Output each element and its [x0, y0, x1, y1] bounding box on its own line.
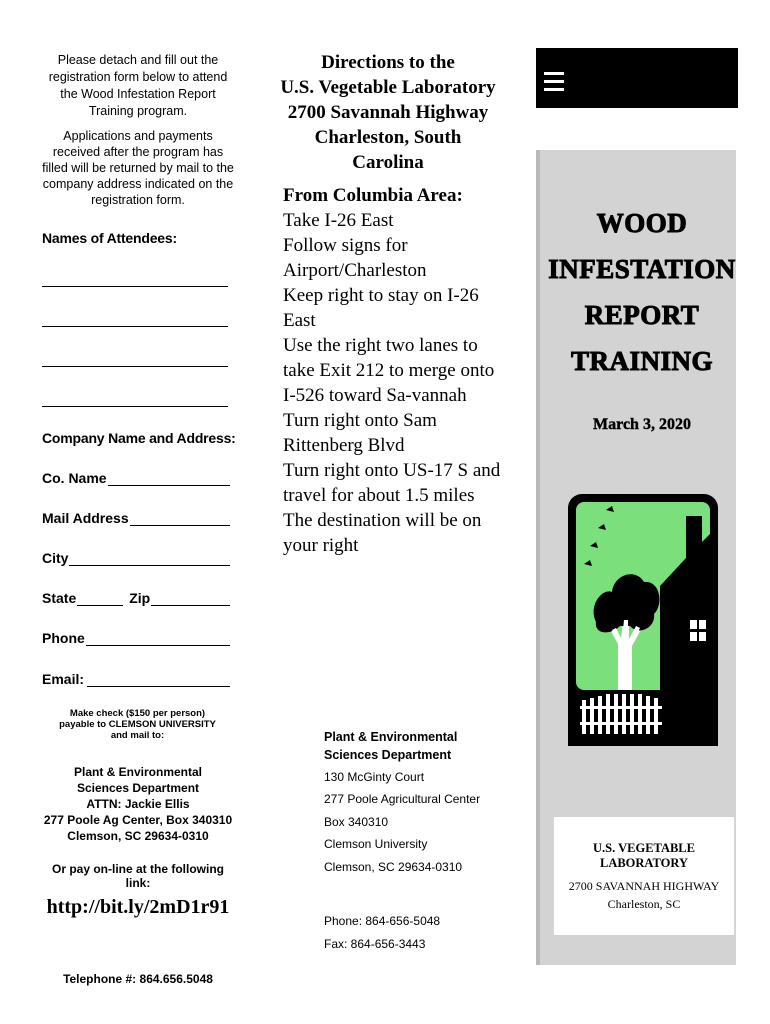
- direction-step: Turn right onto Sam Rittenberg Blvd: [283, 410, 437, 456]
- telephone-text: Telephone #: 864.656.5048: [63, 972, 213, 986]
- mail-address-field[interactable]: [42, 510, 230, 526]
- address-line: 130 McGinty Court: [324, 770, 425, 784]
- city-field[interactable]: [42, 550, 230, 566]
- mail-to-line: Sciences Department: [76, 781, 200, 795]
- cover-title-line: INFESTATION: [548, 254, 736, 284]
- co-name-field[interactable]: [42, 470, 230, 486]
- email-label: Email:: [42, 671, 85, 687]
- pay-online-label: Or pay on-line at the following link:: [51, 862, 224, 890]
- lab-info-box: [554, 817, 734, 935]
- house-tree-logo-icon: [568, 494, 718, 746]
- mail-to-line: Clemson, SC 29634-0310: [67, 829, 209, 843]
- address-line: Clemson, SC 29634-0310: [324, 859, 463, 874]
- direction-step: Use the right two lanes to take Exit 212 to merge onto I-526 toward Sa-vannah: [283, 335, 495, 406]
- direction-step: The destination will be on your right: [283, 510, 482, 556]
- address-line: Box 340310: [324, 814, 389, 829]
- city-label: City: [42, 550, 69, 566]
- state-label: State: [42, 590, 77, 606]
- header-black-bar: [536, 48, 738, 108]
- directions-title-line: 2700 Savannah Highway: [287, 102, 489, 123]
- lab-city: Charleston, SC: [607, 897, 681, 911]
- direction-step: Take I-26 East: [283, 210, 394, 231]
- phone-label: Phone: [42, 630, 85, 646]
- phone-field[interactable]: [42, 630, 230, 646]
- direction-step: Follow signs for Airport/Charleston: [283, 235, 427, 281]
- direction-step: Turn right onto US-17 S and travel for about 1.5 miles: [283, 460, 501, 506]
- check-note-mail: and mail to:: [110, 730, 165, 741]
- payment-link[interactable]: http://bit.ly/2mD1r91: [46, 896, 230, 918]
- state-zip-field[interactable]: [42, 590, 230, 606]
- directions-title-line: Charleston, South Carolina: [314, 127, 462, 173]
- mail-address-label: Mail Address: [42, 510, 129, 526]
- zip-label: Zip: [129, 590, 151, 606]
- address-line: Clemson University: [324, 837, 428, 852]
- mail-to-line: Plant & Environmental: [73, 765, 203, 779]
- directions-title-line: Directions to the: [321, 52, 455, 73]
- department-name: Plant & Environmental Sciences Department: [324, 730, 458, 762]
- directions-title-line: U.S. Vegetable Laboratory: [280, 77, 496, 98]
- refund-note: Applications and payments received after the program has filled will be returned by mail to the company address indicated on the registration form.: [42, 129, 234, 207]
- email-field[interactable]: [42, 671, 230, 687]
- co-name-label: Co. Name: [42, 470, 107, 486]
- cover-title: [540, 200, 744, 384]
- cover-title-line: REPORT: [584, 300, 700, 330]
- mail-to-address: [40, 764, 236, 844]
- cover-title-line: WOOD: [596, 208, 688, 238]
- phone-number: Phone: 864-656-5048: [324, 914, 441, 928]
- attendee-line-1[interactable]: [42, 286, 228, 287]
- intro-text: Please detach and fill out the registration form below to attend the Wood Infestation Report Training program.: [48, 53, 228, 118]
- lab-address: [554, 877, 734, 913]
- attendee-line-3[interactable]: [42, 366, 228, 367]
- menu-icon: [544, 72, 564, 96]
- lab-name: U.S. VEGETABLE LABORATORY: [592, 841, 695, 870]
- fax-number: Fax: 864-656-3443: [324, 937, 426, 951]
- directions-title: [278, 50, 498, 175]
- attendee-line-4[interactable]: [42, 406, 228, 407]
- department-address: [324, 766, 494, 878]
- directions-steps: [283, 208, 501, 558]
- check-payable-note: [55, 708, 220, 741]
- check-note-line: Make check ($150 per person) payable to CLEMSON UNIVERSITY: [59, 708, 216, 730]
- cover-date: March 3, 2020: [593, 416, 691, 433]
- cover-title-line: TRAINING: [570, 346, 714, 376]
- attendees-label: Names of Attendees:: [42, 230, 177, 246]
- mail-to-line: ATTN: Jackie Ellis: [86, 797, 190, 811]
- company-label: Company Name and Address:: [42, 430, 236, 446]
- lab-street: 2700 SAVANNAH HIGHWAY: [568, 879, 720, 893]
- attendee-line-2[interactable]: [42, 326, 228, 327]
- direction-step: Keep right to stay on I-26 East: [283, 285, 479, 331]
- from-columbia-label: From Columbia Area:: [283, 185, 463, 206]
- mail-to-line: 277 Poole Ag Center, Box 340310: [43, 813, 233, 827]
- department-contact: [324, 910, 494, 956]
- address-line: 277 Poole Agricultural Center: [324, 792, 481, 807]
